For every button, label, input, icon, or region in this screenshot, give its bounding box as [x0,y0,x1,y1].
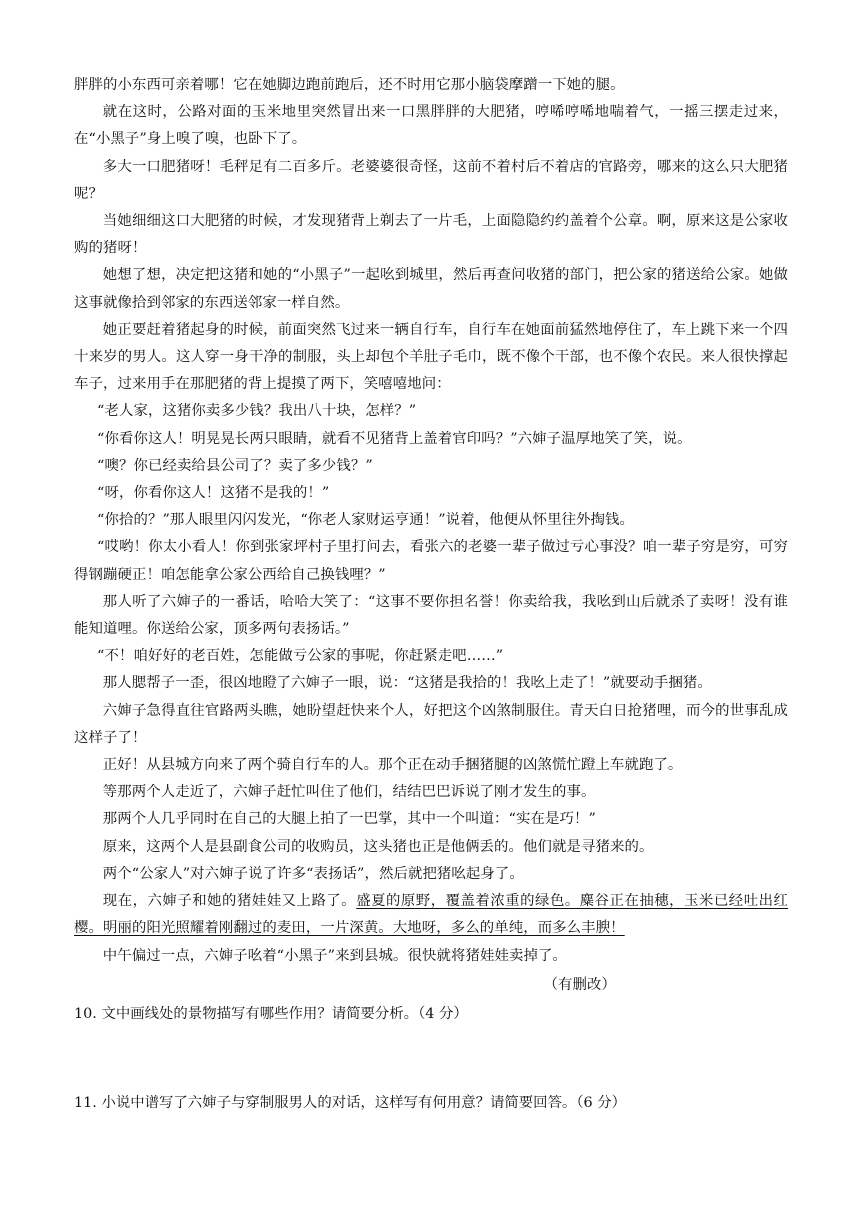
dialogue-line: “老人家，这猪你卖多少钱？我出八十块，怎样？” [97,403,417,420]
source-note: （有删改） [543,976,616,993]
question-10: 10. 文中画线处的景物描写有哪些作用？请简要分析。（4 分） [74,1005,468,1022]
paragraph: 那人听了六婶子的一番话，哈哈大笑了：“这事不要你担名誉！你卖给我，我吆到山后就杀了卖呀！没有谁能知道哩。你送给公家，顶多两句表扬话。” [74,593,788,638]
paragraph: 她想了想，决定把这猪和她的“小黑子”一起吆到城里，然后再查问收猪的部门，把公家的猪送给公家。她做这事就像拾到邻家的东西送邻家一样自然。 [74,267,788,311]
paragraph: 那人腮帮子一歪，很凶地瞪了六婶子一眼，说：“这猪是我拾的！我吆上走了！”就要动手捆猪。 [102,675,712,692]
paragraph-lead: 现在，六婶子和她的猪娃娃又上路了。 [102,893,357,910]
dialogue-line: “哎哟！你太小看人！你到张家坪村子里打问去，看张六的老婆一辈子做过亏心事没？咱一辈子穷是穷，可穷得钢蹦硬正！咱怎能拿公家公西给自己换钱哩？” [74,539,788,583]
paragraph: 原来，这两个人是县副食公司的收购员，这头猪也正是他俩丢的。他们就是寻猪来的。 [102,838,654,855]
dialogue-line: “你看你这人！明晃晃长两只眼睛，就看不见猪背上盖着官印吗？”六婶子温厚地笑了笑，说。 [97,430,692,447]
paragraph: 六婶子急得直往官路两头瞧，她盼望赶快来个人，好把这个凶煞制服住。青天白日抢猪哩，而今的世事乱成这样子了！ [74,702,788,746]
paragraph: 等那两个人走近了，六婶子赶忙叫住了他们，结结巴巴诉说了刚才发生的事。 [102,784,596,801]
dialogue-line: “呀，你看你这人！这猪不是我的！” [97,485,330,502]
paragraph: 她正要赶着猪起身的时候，前面突然飞过来一辆自行车，自行车在她面前猛然地停住了，车上跳下来一个四十来岁的男人。这人穿一身干净的制服，头上却包个羊肚子毛巾，既不像个干部，也不像个农民。来人很快撑起车子，过来用手在那肥猪的背上提摸了两下，笑嘻嘻地问： [74,321,788,393]
paragraph: 就在这时，公路对面的玉米地里突然冒出来一口黑胖胖的大肥猪，哼唏哼唏地喘着气，一摇三摆走过来，在“小黑子”身上嗅了嗅，也卧下了。 [74,104,788,148]
dialogue-line: “不！咱好好的老百姓，怎能做亏公家的事呢，你赶紧走吧……” [97,648,504,665]
paragraph: 当她细细这口大肥猪的时候，才发现猪背上剃去了一片毛，上面隐隐约约盖着个公章。啊，原来这是公家收购的猪呀！ [74,213,788,257]
paragraph: 正好！从县城方向来了两个骑自行车的人。那个正在动手捆猪腿的凶煞慌忙蹬上车就跑了。 [102,757,683,774]
underlined-paragraph [74,888,788,942]
paragraph: 胖胖的小东西可亲着哪！它在她脚边跑前跑后，还不时用它那小脑袋摩蹭一下她的腿。 [74,77,625,93]
dialogue-line: “噢？你已经卖给县公司了？卖了多少钱？” [97,457,373,474]
paragraph: 两个“公家人”对六婶子说了许多“表扬话”，然后就把猪吆起身了。 [102,865,524,882]
dialogue-line: “你拾的？”那人眼里闪闪发光，“你老人家财运亨通！”说着，他便从怀里往外掏钱。 [97,512,635,529]
ending-paragraph: 中午偏过一点，六婶子吆着“小黑子”来到县城。很快就将猪娃娃卖掉了。 [102,947,567,964]
story-text [74,72,788,999]
question-11: 11. 小说中谱写了六婶子与穿制服男人的对话，这样写有何用意？请简要回答。（6 分） [74,1095,627,1112]
paragraph: 多大一口肥猪呀！毛秤足有二百多斤。老婆婆很奇怪，这前不着村后不着店的官路旁，哪来的这么只大肥猪呢？ [74,158,788,202]
paragraph: 那两个人几乎同时在自己的大腿上拍了一巴掌，其中一个叫道：“实在是巧！” [102,811,596,828]
underlined-scenery-text: 盛夏的原野，覆盖着浓重的绿色。麋谷正在抽穗，玉米已经吐出红樱。明丽的阳光照耀着刚翻过的麦田，一片深黄。大地呀，多么的单纯，而多么丰腴！ [74,893,789,937]
